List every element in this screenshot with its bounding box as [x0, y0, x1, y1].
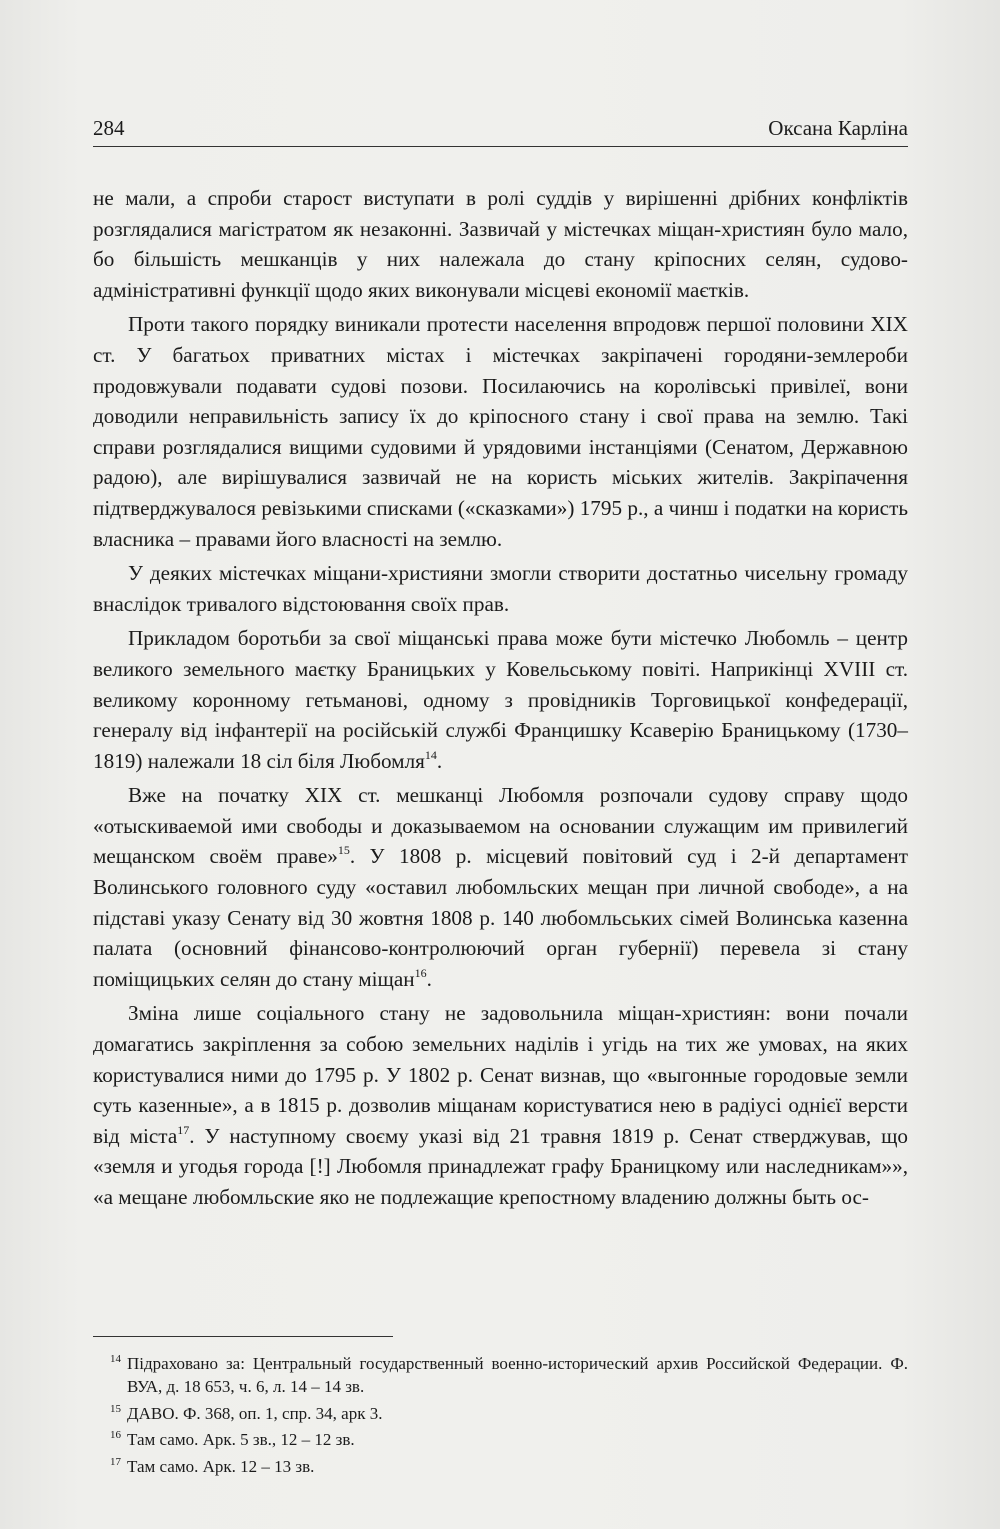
paragraph: не мали, а спроби старост виступати в ролі суддів у вирішенні дрібних конфліктів розглядалися магістратом як незаконні. Зазвичай у містечках міщан-християн було мало, бо більшість мешканців у них належала до стану кріпосних селян, судово-адміністративні функції щодо яких виконували місцеві економії маєтків. [93, 186, 908, 302]
running-head-author: Оксана Карліна [768, 116, 908, 140]
paragraph: Вже на початку XIX ст. мешканці Любомля розпочали судову справу щодо «отыскиваемой ими свободы и доказываемом на основании служащим им привилегий мещанском своём праве»$^{15}$. У 1808 р. місцевий повітовий суд і 2-й департамент Волинського головного суду «оставил любомльских мещан при личной свободе», а на підставі указу Сенату від 30 жовтня 1808 р. 140 любомльських сімей Волинська казенна палата (основний фінансово-контролюючий орган губернії) перевела зі стану поміщицьких селян до стану міщан$^{16}$. [93, 783, 908, 991]
footnote-text: Там само. Арк. 12 – 13 зв. [127, 1456, 315, 1476]
page-number: 284 [93, 116, 125, 140]
paragraph: Прикладом боротьби за свої міщанські права може бути містечко Любомль – центр великого земельного маєтку Браницьких у Ковельському повіті. Наприкінці XVIII ст. великому коронному гетьманові, одному з провідників Торговицької конфедерації, генералу від інфантерії на російській службі Францишку Ксаверію Браницькому (1730–1819) належали 18 сіл біля Любомля$^{14}$. [93, 626, 908, 773]
paragraph: Зміна лише соціального стану не задовольнила міщан-християн: вони почали домагатись закріплення за собою земельних наділів і угідь на тих же умовах, на яких користувалися ними до 1795 р. У 1802 р. Сенат визнав, що «выгонные городовые земли суть казенные», а в 1815 р. дозволив міщанам користуватися нею в радіусі однієї версти від міста$^{17}$. У наступному своєму указі від 21 травня 1819 р. Сенат стверджував, що «земля и угодья города [!] Любомля принадлежат графу Браницкому или наследникам»», «а мещане любомльские яко не подлежащие крепостному владению должны быть ос- [93, 1001, 908, 1209]
page-header [93, 112, 908, 147]
footnote-text: ДАВО. Ф. 368, оп. 1, спр. 34, арк 3. [127, 1403, 383, 1423]
footnote-number: 17 [110, 1455, 121, 1468]
paragraph: Проти такого порядку виникали протести населення впродовж першої половини XIX ст. У багатьох приватних містах і містечках закріпачені городяни-землероби продовжували подавати судові позови. Посилаючись на королівські привілеї, вони доводили неправильність запису їх до кріпосного стану і свої права на землю. Такі справи розглядалися вищими судовими й урядовими інстанціями (Сенатом, Державною радою), але вирішувалися зазвичай не на користь міських жителів. Закріпачення підтверджувалося ревізькими списками («сказками») 1795 р., а чинш і податки на користь власника – правами його власності на землю. [93, 312, 908, 551]
footnote-number: 14 [110, 1353, 121, 1365]
footnote-ref[interactable]: 16 [414, 965, 427, 980]
main-text [93, 183, 908, 1217]
footnote [93, 1428, 908, 1451]
footnote [93, 1455, 908, 1478]
footnote-divider [93, 1336, 393, 1337]
footnote [93, 1352, 908, 1399]
footnote-number: 15 [110, 1402, 121, 1415]
footnotes [93, 1352, 908, 1481]
footnote [93, 1402, 908, 1425]
footnote-text: Там само. Арк. 5 зв., 12 – 12 зв. [127, 1430, 355, 1450]
footnote-number: 16 [110, 1429, 121, 1442]
paragraph: У деяких містечках міщани-християни змогли створити достатньо чисельну громаду внаслідок тривалого відстоювання своїх прав. [93, 561, 908, 616]
footnote-ref[interactable]: 17 [177, 1122, 190, 1137]
footnote-ref[interactable]: 14 [424, 747, 437, 762]
footnote-ref[interactable]: 15 [337, 843, 350, 858]
footnote-text: Підраховано за: Центральный государственный военно-исторический архив Российской Федерации. Ф. ВУА, д. 18 653, ч. 6, л. 14 – 14 зв. [127, 1354, 908, 1397]
